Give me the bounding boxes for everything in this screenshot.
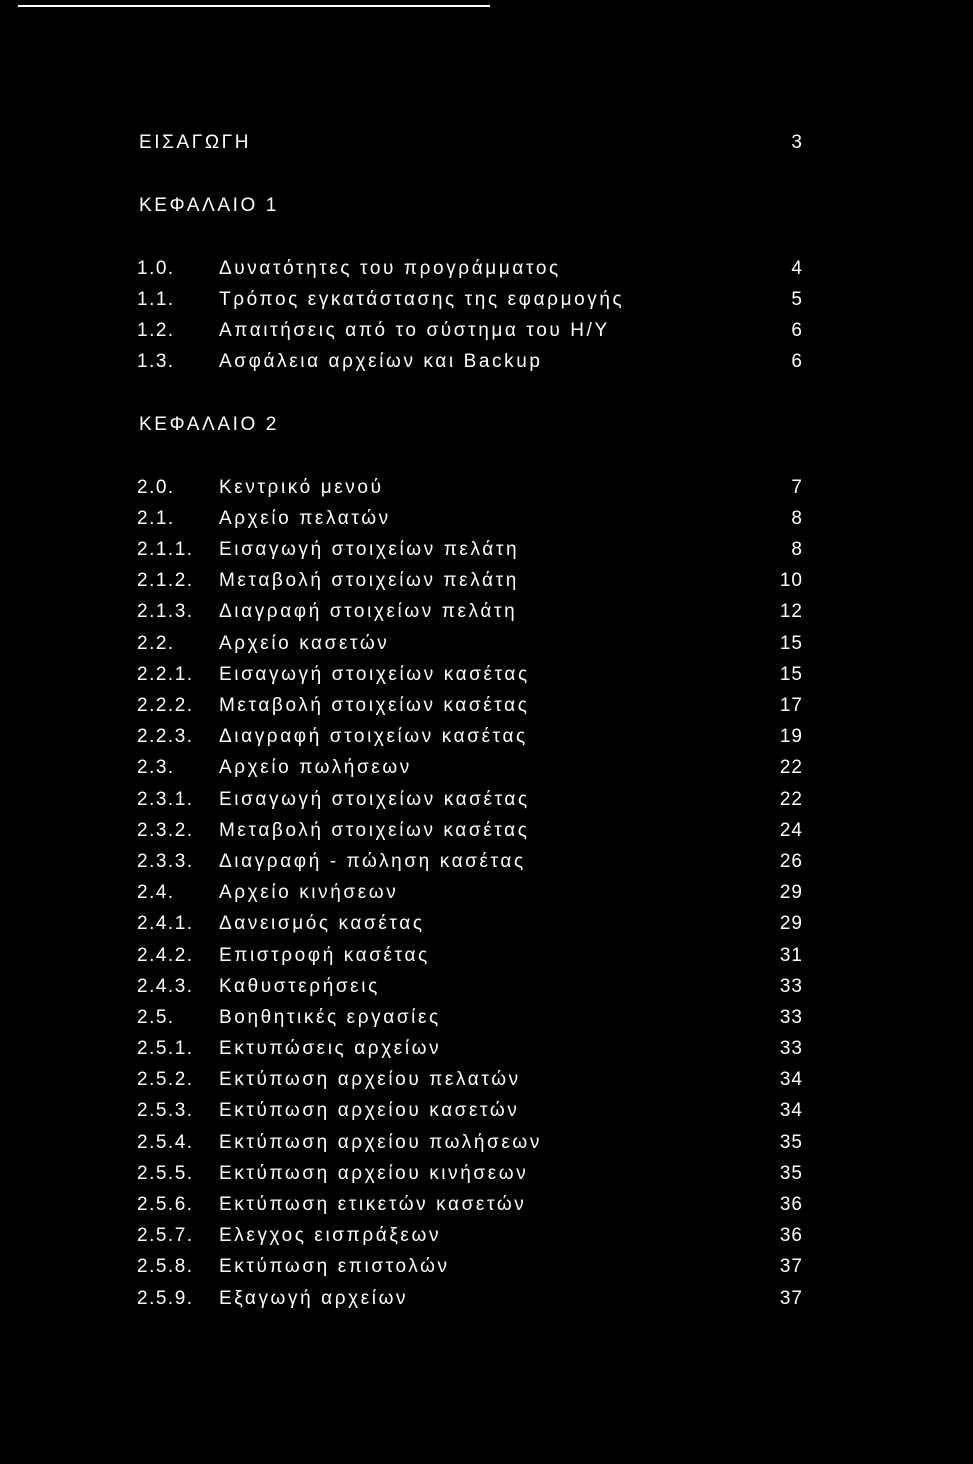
toc-entry-number: 2.2.3. [137,726,194,748]
toc-entry-title: Αρχείο πωλήσεων [219,757,412,779]
toc-entry [137,628,803,659]
toc-entry-number: 2.1.2. [137,570,194,592]
toc-entry-page: 5 [791,288,803,310]
toc-entry [137,1158,803,1189]
toc-entry-page: 6 [791,351,803,373]
toc-entry-number: 2.3.2. [137,819,194,841]
toc-entry-page: 6 [791,319,803,341]
toc-entry-number: 2.5. [137,1006,175,1028]
toc-entry [137,253,803,284]
toc-entry-number: 2.4.3. [137,975,194,997]
toc-entry-title: Εκτύπωση ετικετών κασετών [219,1194,527,1215]
toc-entry-title: Εισαγωγή στοιχείων κασέτας [219,663,530,685]
toc-entry-number: 2.0. [137,476,175,498]
toc-entry-title: Εισαγωγή στοιχείων πελάτη [219,539,520,561]
toc-entry [137,472,803,503]
toc-entry-page: 17 [779,695,803,716]
toc-entry [137,565,803,596]
toc-entry [137,908,803,939]
toc-entry-page: 22 [779,788,803,810]
toc-entry-title: Εξαγωγή αρχείων [219,1287,409,1309]
toc-entry [137,1189,803,1220]
toc-entry-number: 2.5.6. [137,1194,194,1215]
toc-entry-page: 29 [779,913,803,935]
toc-entry [137,721,803,752]
toc-entry-title: Διαγραφή - πώληση κασέτας [219,850,526,872]
toc-entry [137,1064,803,1095]
toc-entry [137,1251,803,1282]
toc-entry-title: Μεταβολή στοιχείων πελάτη [219,570,519,592]
toc-entry [137,815,803,846]
toc-entry-page: 8 [791,507,803,529]
toc-entry-number: 2.3. [137,757,175,779]
toc-entry [137,1095,803,1126]
toc-entry [137,1033,803,1064]
toc-entry-page: 24 [779,819,803,841]
toc-entry-page: 15 [779,663,803,685]
toc-entry-page: 34 [779,1069,803,1091]
toc-entry-title: Δανεισμός κασέτας [219,913,425,935]
toc-entry-page: 36 [779,1225,803,1247]
toc-entry-title: Ελεγχος εισπράξεων [219,1225,442,1247]
toc-entry-number: 2.5.2. [137,1069,194,1091]
toc-entry [137,596,803,627]
toc-entry-number: 1.2. [137,319,175,341]
toc-entry-number: 2.2.2. [137,695,194,716]
toc-entry-number: 2.5.7. [137,1225,194,1247]
toc-entry-number: 2.5.9. [137,1287,194,1309]
toc-entry-page: 7 [791,476,803,498]
toc-entry [137,346,803,377]
toc-entry-page: 33 [779,975,803,997]
toc-entry-number: 2.3.3. [137,850,194,872]
toc-entry-page: 37 [779,1287,803,1309]
toc-entry [137,940,803,971]
toc-entry-title: Επιστροφή κασέτας [219,944,430,966]
toc-entry-page: 19 [779,726,803,748]
toc-entry [137,846,803,877]
toc-entry-title: Αρχείο κασετών [219,632,390,654]
toc-entry [137,1220,803,1251]
toc-entry-page: 35 [779,1131,803,1153]
toc-entry-title: Εκτύπωση αρχείου κασετών [219,1100,520,1122]
toc-entry [137,971,803,1002]
toc-entry [137,659,803,690]
toc-entry-page: 36 [779,1194,803,1215]
toc-entry-page: 34 [779,1100,803,1122]
toc-entry-title: Καθυστερήσεις [219,975,380,997]
toc-entry [137,752,803,783]
toc-entry-number: 2.1. [137,507,175,529]
toc-entry [137,784,803,815]
toc-entry-page: 31 [779,944,803,966]
toc-entry-page: 33 [779,1038,803,1060]
toc-entry-title: Εισαγωγή στοιχείων κασέτας [219,788,530,810]
toc-entry [137,503,803,534]
toc-entry [137,534,803,565]
toc-entry [137,1283,803,1314]
toc-entry [137,690,803,721]
toc-entry-number: 2.1.3. [137,601,194,623]
toc-entry-number: 2.3.1. [137,788,194,810]
toc-entry-page: 37 [779,1256,803,1278]
toc-entry-page: 15 [779,632,803,654]
table-of-contents [137,127,803,1314]
toc-entry-title: Εκτυπώσεις αρχείων [219,1038,442,1060]
chapter-1-heading-row [137,190,803,221]
toc-entry-number: 2.4. [137,882,175,904]
toc-entry-number: 2.5.8. [137,1256,194,1278]
toc-entry-number: 1.0. [137,257,175,279]
toc-entry-page: 22 [779,757,803,779]
toc-intro-page: 3 [791,132,803,153]
toc-entry-number: 2.4.1. [137,913,194,935]
toc-entry-title: Εκτύπωση επιστολών [219,1256,450,1278]
chapter-2-heading-row [137,409,803,440]
toc-entry-page: 10 [779,570,803,592]
toc-entry-number: 2.5.1. [137,1038,194,1060]
toc-entry-title: Αρχείο κινήσεων [219,882,399,904]
toc-entry [137,877,803,908]
toc-entry-title: Εκτύπωση αρχείου πελατών [219,1069,521,1091]
toc-entry [137,1002,803,1033]
top-rule [18,5,490,7]
toc-entry-number: 2.5.4. [137,1131,194,1153]
toc-entry-number: 2.5.5. [137,1162,194,1184]
toc-entry-page: 33 [779,1006,803,1028]
toc-entry-title: Τρόπος εγκατάστασης της εφαρμογής [219,288,625,310]
toc-entry-number: 2.2. [137,632,175,654]
toc-entry-number: 2.1.1. [137,539,194,561]
toc-entry-title: Διαγραφή στοιχείων κασέτας [219,726,528,748]
toc-entry-page: 26 [779,850,803,872]
toc-entry-title: Απαιτήσεις από το σύστημα του Η/Υ [219,319,610,341]
toc-entry-page: 35 [779,1162,803,1184]
toc-entry-title: Κεντρικό μενού [219,476,384,498]
toc-entry-title: Ασφάλεια αρχείων και Backup [219,351,543,373]
toc-intro-title: ΕΙΣΑΓΩΓΗ [139,132,252,153]
toc-entry-title: Βοηθητικές εργασίες [219,1006,441,1028]
toc-intro-row [137,127,803,158]
toc-entry-number: 2.4.2. [137,944,194,966]
toc-entry-title: Εκτύπωση αρχείου κινήσεων [219,1162,529,1184]
toc-entry-number: 2.5.3. [137,1100,194,1122]
toc-entry-page: 4 [791,257,803,279]
toc-entry-title: Αρχείο πελατών [219,507,391,529]
toc-entry-title: Διαγραφή στοιχείων πελάτη [219,601,518,623]
toc-entry-title: Μεταβολή στοιχείων κασέτας [219,695,530,716]
toc-entry-page: 29 [779,882,803,904]
toc-entry-page: 8 [791,539,803,561]
toc-entry-number: 1.3. [137,351,175,373]
toc-entry [137,315,803,346]
chapter-2-heading: ΚΕΦΑΛΑΙΟ 2 [139,413,279,435]
toc-entry-title: Μεταβολή στοιχείων κασέτας [219,819,530,841]
toc-entry [137,1127,803,1158]
toc-entry-title: Δυνατότητες του προγράμματος [219,257,561,279]
toc-entry [137,284,803,315]
chapter-1-heading: ΚΕΦΑΛΑΙΟ 1 [139,194,279,216]
toc-entry-page: 12 [779,601,803,623]
toc-entry-number: 1.1. [137,288,175,310]
toc-entry-number: 2.2.1. [137,663,194,685]
toc-entry-title: Εκτύπωση αρχείου πωλήσεων [219,1131,542,1153]
